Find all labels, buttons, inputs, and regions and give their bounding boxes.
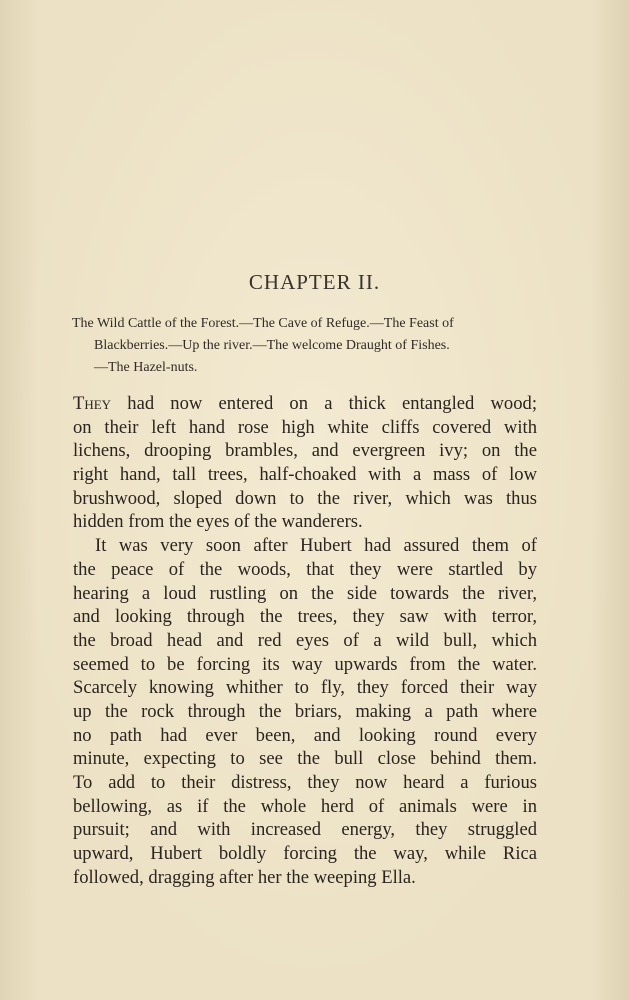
chapter-body <box>73 392 537 889</box>
text-line: Scarcely knowing whither to fly, they forced their way <box>73 677 537 699</box>
text-line: pursuit; and with increased energy, they struggled <box>73 819 537 841</box>
text-line: no path had ever been, and looking round every <box>73 724 537 746</box>
text-line: upward, Hubert boldly forcing the way, while Rica <box>73 843 537 865</box>
synopsis-line: Blackberries.—Up the river.—The welcome Draught of Fishes. <box>94 338 450 353</box>
text-line: on their left hand rose high white cliffs covered with <box>73 416 537 438</box>
text-line: bellowing, as if the whole herd of animals were in <box>73 795 537 817</box>
text-line: and looking through the trees, they saw with terror, <box>73 606 537 628</box>
text-line <box>73 392 537 416</box>
chapter-title: CHAPTER II. <box>248 270 381 294</box>
text-line: up the rock through the briars, making a path where <box>73 700 537 722</box>
synopsis-line: The Wild Cattle of the Forest.—The Cave of Refuge.—The Feast of <box>72 316 454 331</box>
text-fragment: had now entered on a thick entangled wood; <box>111 393 537 414</box>
text-line: It was very soon after Hubert had assured them of <box>95 535 537 557</box>
text-line: brushwood, sloped down to the river, which was thus <box>73 487 537 509</box>
text-line: the peace of the woods, that they were startled by <box>73 558 537 580</box>
chapter-synopsis <box>72 313 539 379</box>
text-line: right hand, tall trees, half-choaked with a mass of low <box>73 464 537 486</box>
text-line: hearing a loud rustling on the side towards the river, <box>73 582 537 604</box>
text-line: seemed to be forcing its way upwards from the water. <box>73 653 537 675</box>
text-line: minute, expecting to see the bull close behind them. <box>73 748 537 770</box>
text-line: the broad head and red eyes of a wild bull, which <box>73 629 537 651</box>
text-line: hidden from the eyes of the wanderers. <box>73 511 363 533</box>
text-line: To add to their distress, they now heard a furious <box>73 772 537 793</box>
synopsis-line: —The Hazel-nuts. <box>94 360 198 375</box>
text-line: lichens, drooping brambles, and evergreen ivy; on the <box>73 440 537 462</box>
opening-word: They <box>73 393 112 414</box>
text-line: followed, dragging after her the weeping Ella. <box>73 866 416 888</box>
